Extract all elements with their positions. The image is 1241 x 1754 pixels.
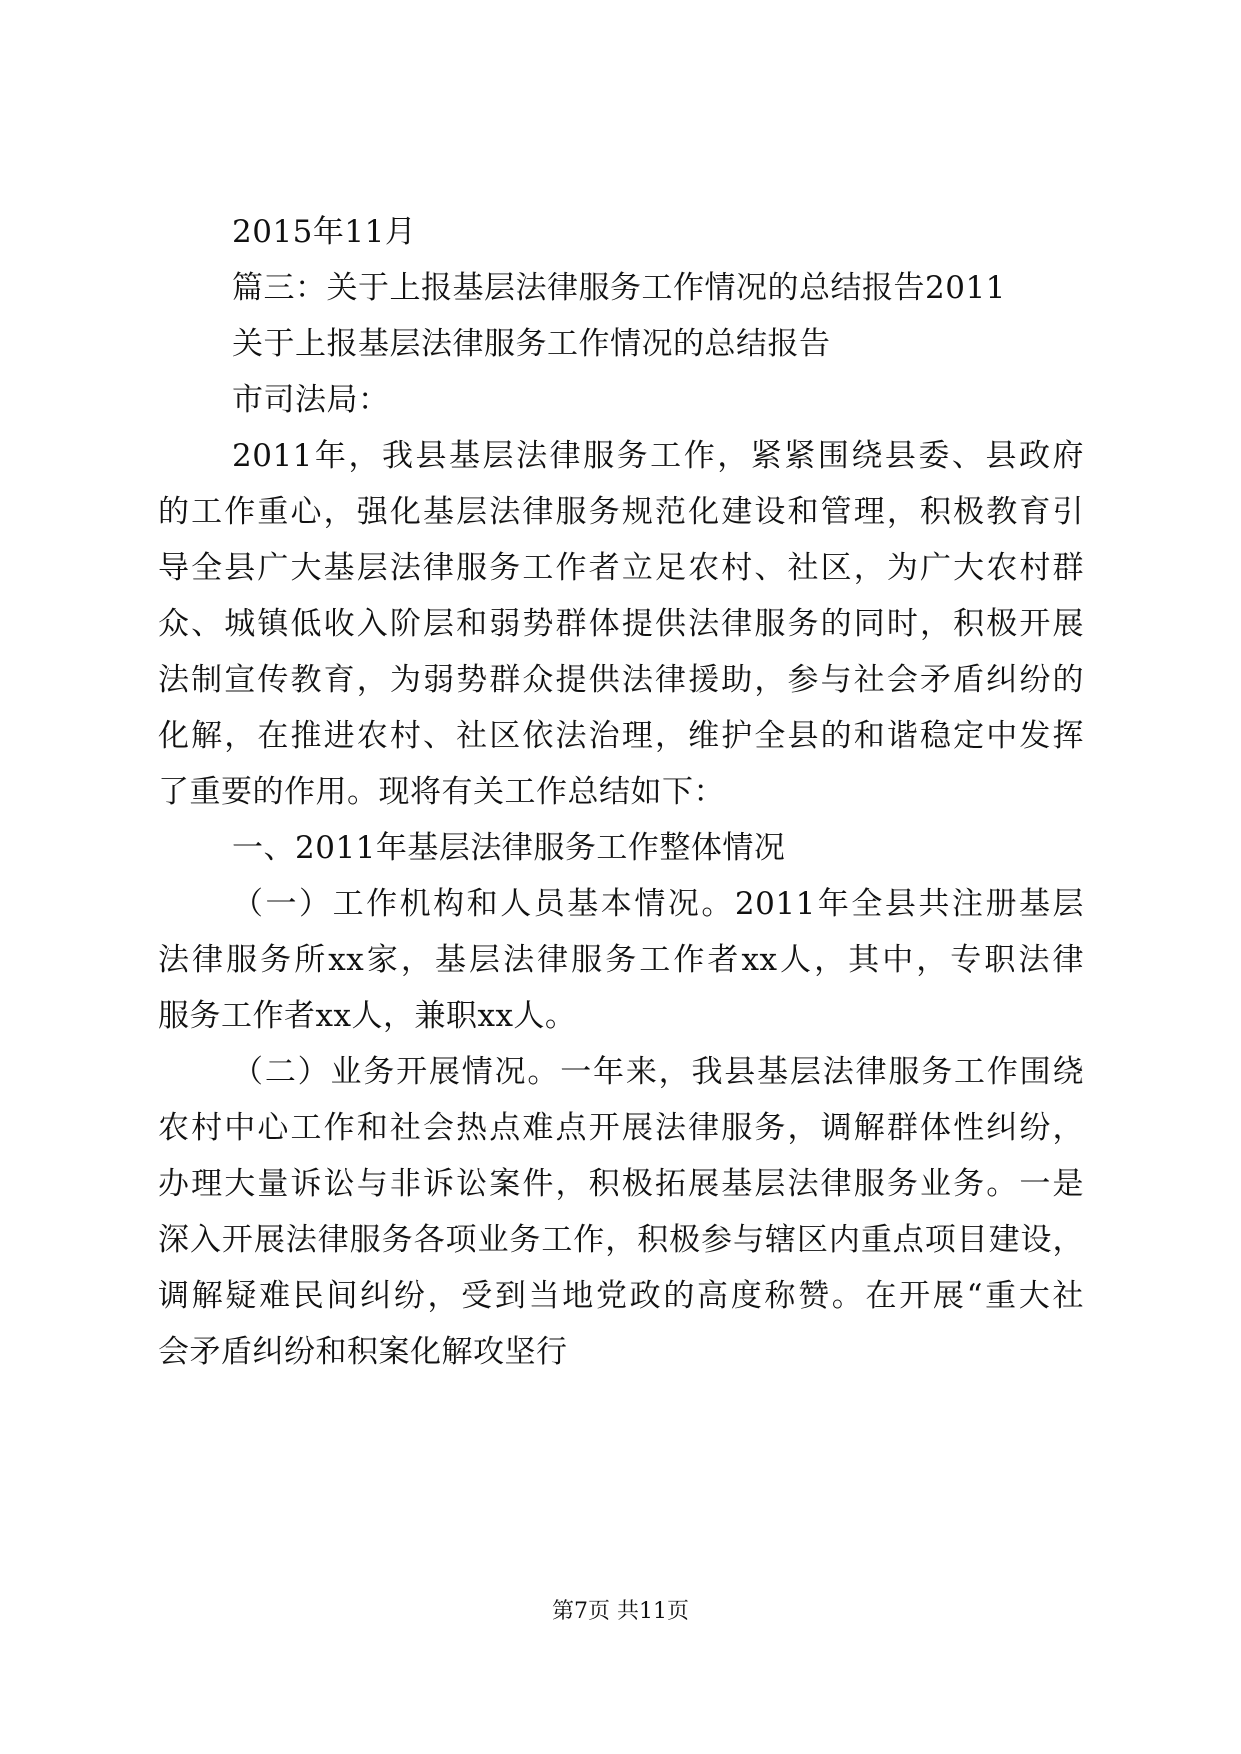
body-line: （一）工作机构和人员基本情况。2011年全县共注册基层 <box>232 886 1084 922</box>
body-line: 调解疑难民间纠纷，受到当地党政的高度称赞。在开展“重大社 <box>158 1278 1084 1314</box>
body-line: 服务工作者xx人，兼职xx人。 <box>158 998 577 1034</box>
subsection-heading: 一、2011年基层法律服务工作整体情况 <box>232 830 786 866</box>
body-line: 了重要的作用。现将有关工作总结如下： <box>158 774 725 810</box>
body-line: 法制宣传教育，为弱势群众提供法律援助，参与社会矛盾纠纷的 <box>158 662 1084 698</box>
body-line: 办理大量诉讼与非诉讼案件，积极拓展基层法律服务业务。一是 <box>158 1166 1084 1202</box>
body-line: 法律服务所xx家，基层法律服务工作者xx人，其中，专职法律 <box>158 942 1084 978</box>
date-line: 2015年11月 <box>232 214 417 250</box>
body-line: 深入开展法律服务各项业务工作，积极参与辖区内重点项目建设， <box>158 1222 1084 1258</box>
body-line: 化解，在推进农村、社区依法治理，维护全县的和谐稳定中发挥 <box>158 718 1084 754</box>
body-line: 2011年，我县基层法律服务工作，紧紧围绕县委、县政府 <box>232 438 1084 474</box>
body-line: 众、城镇低收入阶层和弱势群体提供法律服务的同时，积极开展 <box>158 606 1084 642</box>
salutation: 市司法局： <box>232 382 390 418</box>
page-footer: 第7页 共11页 <box>552 1599 689 1624</box>
section-heading: 篇三：关于上报基层法律服务工作情况的总结报告2011 <box>232 270 1006 306</box>
body-line: 农村中心工作和社会热点难点开展法律服务，调解群体性纠纷， <box>158 1110 1084 1146</box>
report-title: 关于上报基层法律服务工作情况的总结报告 <box>232 326 831 362</box>
body-line: 的工作重心，强化基层法律服务规范化建设和管理，积极教育引 <box>158 494 1084 530</box>
body-line: （二）业务开展情况。一年来，我县基层法律服务工作围绕 <box>232 1054 1084 1090</box>
body-line: 会矛盾纠纷和积案化解攻坚行 <box>158 1334 568 1370</box>
body-line: 导全县广大基层法律服务工作者立足农村、社区，为广大农村群 <box>158 550 1084 586</box>
